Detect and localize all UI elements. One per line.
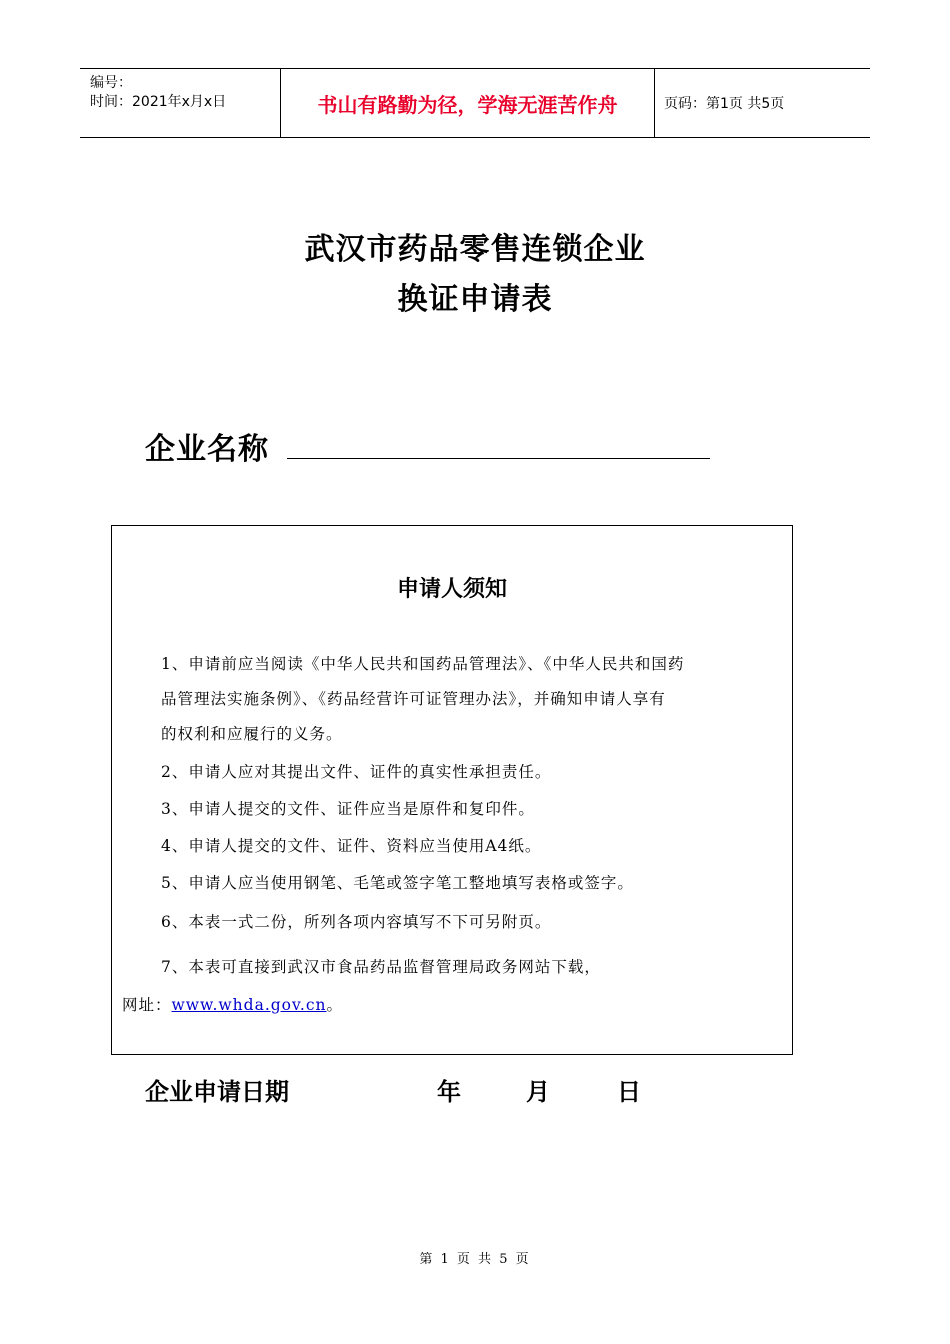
apply-date-year: 年 bbox=[437, 1078, 461, 1106]
applicant-notice-box bbox=[111, 525, 793, 1055]
notice-title: 申请人须知 bbox=[396, 577, 507, 602]
notice-line: 品管理法实施条例》、《药品经营许可证管理办法》，并确知申请人享有 bbox=[161, 690, 666, 708]
header-number-label: 编号： bbox=[90, 75, 132, 91]
notice-url-suffix: 。 bbox=[326, 996, 344, 1014]
header-page-info: 页码：第1页 共5页 bbox=[664, 96, 785, 112]
header-meta bbox=[80, 69, 280, 137]
page-header bbox=[80, 68, 870, 138]
form-title-line2: 换证申请表 bbox=[397, 282, 553, 317]
notice-line: 5、申请人应当使用钢笔、毛笔或签字笔工整地填写表格或签字。 bbox=[161, 874, 634, 892]
notice-line: 1、申请前应当阅读《中华人民共和国药品管理法》、《中华人民共和国药 bbox=[161, 655, 685, 673]
apply-date-label: 企业申请日期 bbox=[145, 1078, 289, 1106]
website-link[interactable]: www.whda.gov.cn bbox=[171, 996, 327, 1014]
notice-url-line bbox=[122, 993, 343, 1015]
notice-line: 的权利和应履行的义务。 bbox=[161, 725, 343, 743]
notice-line: 6、本表一式二份，所列各项内容填写不下可另附页。 bbox=[161, 913, 552, 931]
company-name-label: 企业名称 bbox=[145, 432, 269, 467]
notice-line: 2、申请人应对其提出文件、证件的真实性承担责任。 bbox=[161, 763, 552, 781]
header-time-label: 时间：2021年x月x日 bbox=[90, 94, 227, 110]
notice-line: 4、申请人提交的文件、证件、资料应当使用A4纸。 bbox=[161, 837, 542, 855]
header-page-cell bbox=[654, 69, 870, 137]
apply-date-day: 日 bbox=[617, 1078, 641, 1106]
notice-line: 7、本表可直接到武汉市食品药品监督管理局政务网站下载， bbox=[161, 958, 601, 976]
apply-date-month: 月 bbox=[526, 1078, 550, 1106]
company-name-field[interactable] bbox=[287, 458, 710, 459]
page-footer: 第 1 页 共 5 页 bbox=[419, 1252, 531, 1267]
form-title-line1: 武汉市药品零售连锁企业 bbox=[304, 232, 646, 267]
header-motto-cell bbox=[280, 69, 655, 137]
notice-line: 3、申请人提交的文件、证件应当是原件和复印件。 bbox=[161, 800, 535, 818]
header-motto: 书山有路勤为径，学海无涯苦作舟 bbox=[317, 92, 618, 117]
notice-url-prefix: 网址： bbox=[122, 996, 172, 1014]
